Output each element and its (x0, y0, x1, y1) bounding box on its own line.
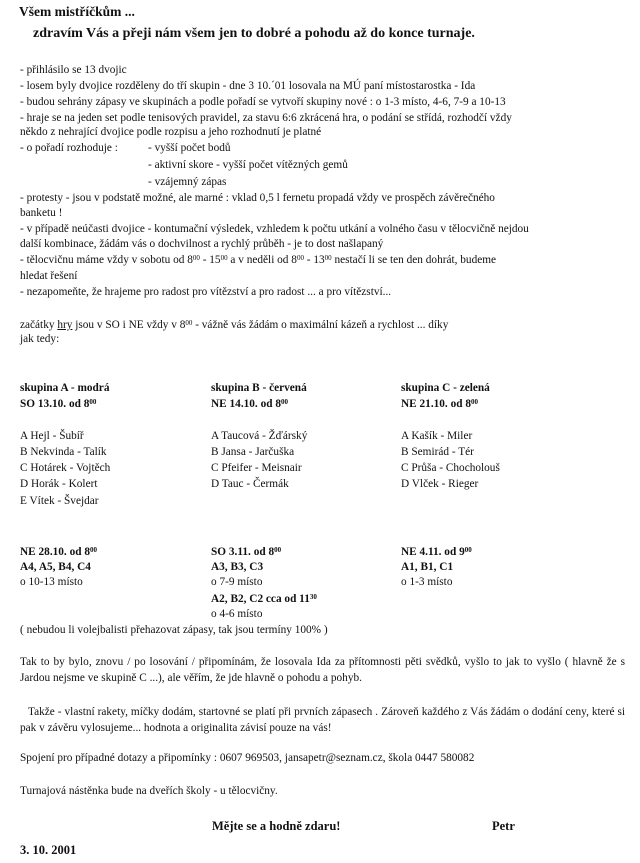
closing: Mějte se a hodně zdaru! (212, 819, 341, 833)
group-c-title: skupina C - zelená (401, 382, 490, 394)
rule-absence: - v případě neúčasti dvojice - kontumační výsledek, vzhledem k počtu utkání a volného času v tělocvičně nejdou (20, 223, 529, 235)
rule-protests-cont: banketu ! (20, 207, 63, 219)
rule-order-match: - vzájemný zápas (148, 176, 227, 188)
group-a-player: B Nekvinda - Talík (20, 446, 107, 458)
group-a-player: C Hotárek - Vojtěch (20, 462, 111, 474)
group-b-player: D Tauc - Čermák (211, 478, 289, 490)
group-c-player: C Průša - Chocholouš (401, 462, 500, 474)
rule-registered: - přihlásilo se 13 dvojic (20, 64, 127, 76)
group-b-date: NE 14.10. od $8^{00}$ (211, 398, 288, 410)
rule-draw: - losem byly dvojice rozděleny do tří skupin - dne 3 10.´01 losovala na MÚ paní místostarostka - Ida (20, 80, 476, 92)
finals-3-place: o 1-3 místo (401, 576, 453, 588)
rule-order-points: - vyšší počet bodů (148, 142, 231, 154)
rule-set-cont: někdo z nehrající dvojice podle rozpisu a jeho rozhodnutí je platné (20, 126, 322, 138)
finals-2-place: o 7-9 místo (211, 576, 263, 588)
finals-2-date: SO 3.11. od $8^{00}$ (211, 546, 282, 558)
finals-1-teams: A4, A5, B4, C4 (20, 561, 91, 573)
rule-order-score: - aktivní skore - vyšší počet vítězných gemů (148, 159, 348, 171)
rule-absence-cont: další kombinace, žádám vás o dochvilnost a rychlý průběh - je to dost našlapaný (20, 238, 384, 250)
finals-1-place: o 10-13 místo (20, 576, 83, 588)
contact-info: Spojení pro případné dotazy a připomínky : 0607 969503, jansapetr@seznam.cz, škola 0447 580082 (20, 752, 475, 764)
rule-protests: - protesty - jsou v podstatě možné, ale marné : vklad 0,5 l fernetu propadá vždy ve prospěch závěrečného (20, 192, 495, 204)
group-a-player: E Vítek - Švejdar (20, 495, 99, 507)
finals-3-teams: A1, B1, C1 (401, 561, 454, 573)
group-a-player: D Horák - Kolert (20, 478, 98, 490)
schedule-note: ( nebudou li volejbalisti přehazovat zápasy, tak jsou termíny 100% ) (20, 624, 328, 636)
rule-gym-cont: hledat řešení (20, 270, 78, 282)
group-b-player: A Taucová - Žďárský (211, 430, 308, 442)
group-c-player: D Vlček - Rieger (401, 478, 479, 490)
rule-gym: - tělocvičnu máme vždy v sobotu od $8^{00} - 15^{00}$ a v neděli od $8^{00} - 13^{00}$ nestačí li se ten den dohrát, budeme (20, 254, 497, 266)
finals-3-date: NE 4.11. od $9^{00}$ (401, 546, 472, 558)
finals-1-date: NE 28.10. od $8^{00}$ (20, 546, 97, 558)
finals-2-teams: A3, B3, C3 (211, 561, 264, 573)
paragraph-draw: Tak to by bylo, znovu / po losování / připomínám, že losovala Ida za přítomnosti pěti svědků, vyšlo to jak to vyšlo ( hlavně že s Jardou nejsme ve skupině C ...), ale věřím, že jde hlavně o pohodu a pohyb. (20, 656, 625, 684)
rule-fun: - nezapomeňte, že hrajeme pro radost pro vítězství a pro radost ... a pro vítězství... (20, 286, 392, 298)
group-c-player: A Kašík - Miler (401, 430, 473, 442)
document-date: 3. 10. 2001 (20, 843, 77, 857)
rule-groups: - budou sehrány zápasy ve skupinách a podle pořadí se vytvoří skupiny nové : o 1-3 místo, 4-6, 7-9 a 10-13 (20, 96, 506, 108)
group-a-player: A Hejl - Šubíř (20, 430, 84, 442)
start-intro: jak tedy: (20, 333, 60, 345)
finals-2b-teams: A2, B2, C2 cca od $11^{30}$ (211, 593, 317, 605)
group-a-title: skupina A - modrá (20, 382, 110, 394)
greeting: Všem mistříčkům ... (19, 4, 135, 19)
notice-board: Turnajová nástěnka bude na dveřích školy - u tělocvičny. (20, 785, 278, 797)
group-a-date: SO 13.10. od $8^{00}$ (20, 398, 97, 410)
rule-order: - o pořadí rozhoduje : (20, 142, 118, 154)
group-b-player: B Jansa - Jarčuška (211, 446, 295, 458)
subgreeting: zdravím Vás a přeji nám všem jen to dobré a pohodu až do konce turnaje. (33, 26, 475, 41)
group-b-title: skupina B - červená (211, 382, 307, 394)
start-times: začátky hry jsou v SO i NE vždy v $8^{00}$ - vážně vás žádám o maximální kázeň a rychlost ... díky (20, 319, 449, 331)
group-c-player: B Semirád - Tér (401, 446, 474, 458)
rule-set: - hraje se na jeden set podle tenisových pravidel, za stavu 6:6 zkrácená hra, o podání se střídá, rozhodčí vždy (20, 112, 512, 124)
paragraph-equipment: Takže - vlastní rakety, míčky dodám, startovné se platí při prvních zápasech . Zároveň každého z Vás žádám o dodání ceny, které si pak v závěru vylosujeme... hodnota a originalita závisí pouze na vás! (20, 706, 625, 734)
group-b-player: C Pfeifer - Meisnair (211, 462, 302, 474)
group-c-date: NE 21.10. od $8^{00}$ (401, 398, 478, 410)
finals-2b-place: o 4-6 místo (211, 608, 263, 620)
signature: Petr (492, 819, 515, 833)
